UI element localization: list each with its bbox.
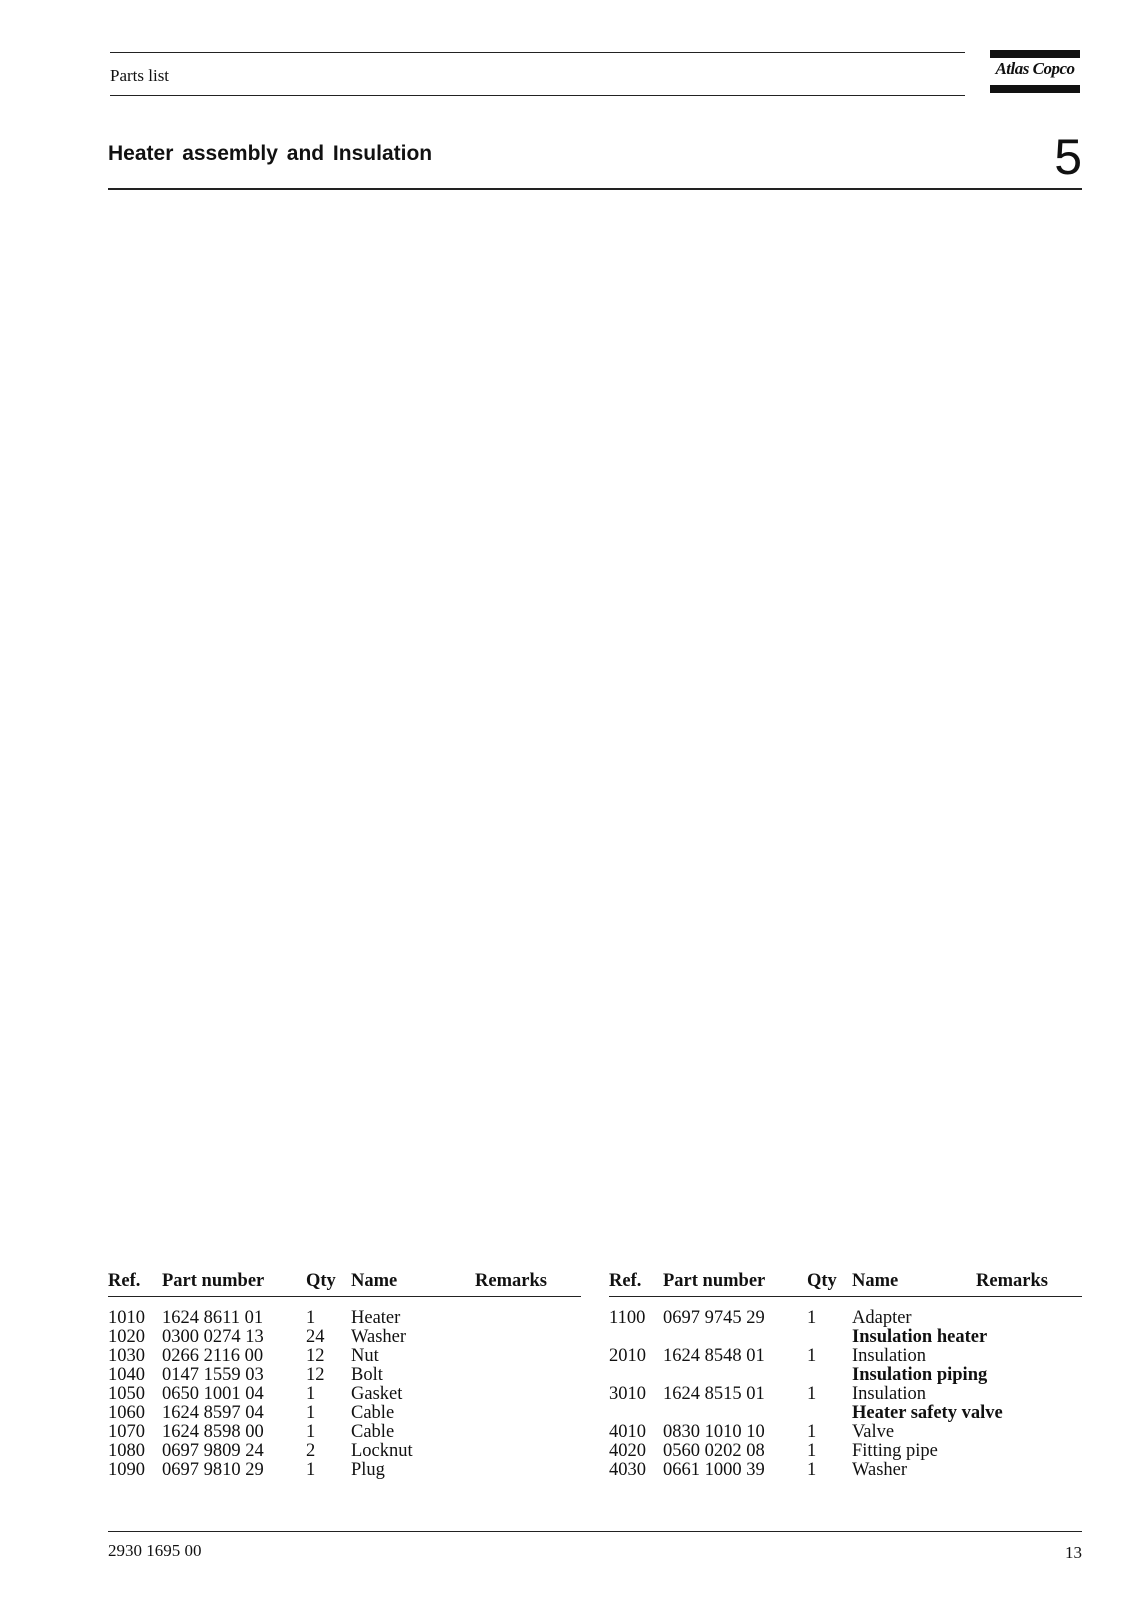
cell-ref: 1010 [108, 1308, 145, 1328]
cell-name: Insulation heater [852, 1327, 988, 1347]
cell-part-number: 0147 1559 03 [162, 1365, 264, 1385]
cell-name: Insulation piping [852, 1365, 988, 1385]
table-row [108, 1328, 581, 1347]
cell-part-number: 0266 2116 00 [162, 1346, 264, 1366]
cell-ref: 1020 [108, 1327, 145, 1347]
cell-qty: 1 [807, 1422, 817, 1442]
logo-top-bar [990, 50, 1080, 58]
cell-part-number: 1624 8611 01 [162, 1308, 264, 1328]
table-header [108, 1271, 581, 1295]
cell-ref: 3010 [609, 1384, 646, 1404]
column-header-qty: Qty [306, 1271, 336, 1291]
cell-qty: 1 [306, 1403, 316, 1423]
table-rows [609, 1309, 1082, 1480]
page-number: 13 [1065, 1543, 1082, 1562]
cell-name: Cable [351, 1403, 395, 1423]
cell-ref: 1050 [108, 1384, 145, 1404]
cell-name: Heater [351, 1308, 401, 1328]
table-row [108, 1385, 581, 1404]
cell-part-number: 1624 8515 01 [663, 1384, 765, 1404]
parts-table-right [609, 1271, 1082, 1480]
document-number: 2930 1695 00 [108, 1541, 202, 1560]
table-row [108, 1404, 581, 1423]
cell-part-number: 0697 9745 29 [663, 1308, 765, 1328]
cell-name: Adapter [852, 1308, 912, 1328]
header-top-rule [110, 52, 965, 53]
atlas-copco-logo [990, 50, 1080, 94]
cell-name: Plug [351, 1460, 385, 1480]
cell-part-number: 1624 8597 04 [162, 1403, 264, 1423]
cell-name: Locknut [351, 1441, 413, 1461]
column-header-part-number: Part number [162, 1271, 265, 1291]
cell-qty: 1 [807, 1346, 817, 1366]
cell-qty: 1 [807, 1384, 817, 1404]
column-header-part-number: Part number [663, 1271, 766, 1291]
cell-name: Bolt [351, 1365, 383, 1385]
title-rule [108, 188, 1082, 190]
table-row [609, 1423, 1082, 1442]
cell-part-number: 0661 1000 39 [663, 1460, 765, 1480]
cell-name: Cable [351, 1422, 395, 1442]
cell-qty: 1 [306, 1460, 316, 1480]
cell-name: Heater safety valve [852, 1403, 1003, 1423]
cell-name: Nut [351, 1346, 379, 1366]
table-row [108, 1423, 581, 1442]
cell-name: Insulation [852, 1384, 926, 1404]
table-row [609, 1309, 1082, 1328]
cell-ref: 1090 [108, 1460, 145, 1480]
cell-part-number: 0650 1001 04 [162, 1384, 264, 1404]
cell-name: Gasket [351, 1384, 403, 1404]
table-row [108, 1442, 581, 1461]
chapter-number: 5 [1054, 129, 1082, 185]
column-header-qty: Qty [807, 1271, 837, 1291]
cell-qty: 1 [306, 1384, 316, 1404]
column-header-ref: Ref. [108, 1271, 141, 1291]
group-heading-row [609, 1404, 1082, 1423]
cell-qty: 12 [306, 1346, 325, 1366]
cell-ref: 1070 [108, 1422, 145, 1442]
group-heading-row [609, 1328, 1082, 1347]
cell-qty: 24 [306, 1327, 325, 1347]
cell-ref: 4010 [609, 1422, 646, 1442]
cell-part-number: 0830 1010 10 [663, 1422, 765, 1442]
column-header-ref: Ref. [609, 1271, 642, 1291]
table-row [609, 1385, 1082, 1404]
column-header-name: Name [852, 1271, 899, 1291]
cell-qty: 1 [306, 1422, 316, 1442]
parts-table-left [108, 1271, 581, 1480]
cell-part-number: 0697 9809 24 [162, 1441, 264, 1461]
table-row [609, 1442, 1082, 1461]
column-header-name: Name [351, 1271, 398, 1291]
table-header-rule [609, 1296, 1082, 1297]
table-row [609, 1347, 1082, 1366]
group-heading-row [609, 1366, 1082, 1385]
column-header-remarks: Remarks [976, 1271, 1048, 1291]
cell-ref: 1080 [108, 1441, 145, 1461]
cell-qty: 1 [807, 1441, 817, 1461]
table-header [609, 1271, 1082, 1295]
cell-ref: 2010 [609, 1346, 646, 1366]
cell-qty: 2 [306, 1441, 316, 1461]
cell-ref: 1060 [108, 1403, 145, 1423]
logo-text: Atlas Copco [995, 59, 1075, 78]
header-bottom-rule [110, 95, 965, 96]
table-row [108, 1366, 581, 1385]
cell-ref: 4030 [609, 1460, 646, 1480]
table-row [609, 1461, 1082, 1480]
table-row [108, 1347, 581, 1366]
column-header-remarks: Remarks [475, 1271, 547, 1291]
logo-bottom-bar [990, 85, 1080, 93]
cell-qty: 1 [306, 1308, 316, 1328]
table-header-rule [108, 1296, 581, 1297]
cell-name: Insulation [852, 1346, 926, 1366]
cell-part-number: 0560 0202 08 [663, 1441, 765, 1461]
cell-part-number: 0300 0274 13 [162, 1327, 264, 1347]
table-row [108, 1461, 581, 1480]
cell-part-number: 0697 9810 29 [162, 1460, 264, 1480]
cell-name: Fitting pipe [852, 1441, 938, 1461]
page-title: Heater assembly and Insulation [108, 142, 433, 165]
table-row [108, 1309, 581, 1328]
cell-part-number: 1624 8548 01 [663, 1346, 765, 1366]
cell-qty: 12 [306, 1365, 325, 1385]
cell-ref: 1100 [609, 1308, 646, 1328]
table-rows [108, 1309, 581, 1480]
footer-rule [108, 1531, 1082, 1532]
cell-qty: 1 [807, 1308, 817, 1328]
cell-name: Valve [852, 1422, 895, 1442]
cell-qty: 1 [807, 1460, 817, 1480]
cell-ref: 1040 [108, 1365, 145, 1385]
cell-name: Washer [351, 1327, 407, 1347]
cell-part-number: 1624 8598 00 [162, 1422, 264, 1442]
section-label: Parts list [110, 66, 170, 85]
cell-ref: 4020 [609, 1441, 646, 1461]
cell-ref: 1030 [108, 1346, 145, 1366]
cell-name: Washer [852, 1460, 908, 1480]
